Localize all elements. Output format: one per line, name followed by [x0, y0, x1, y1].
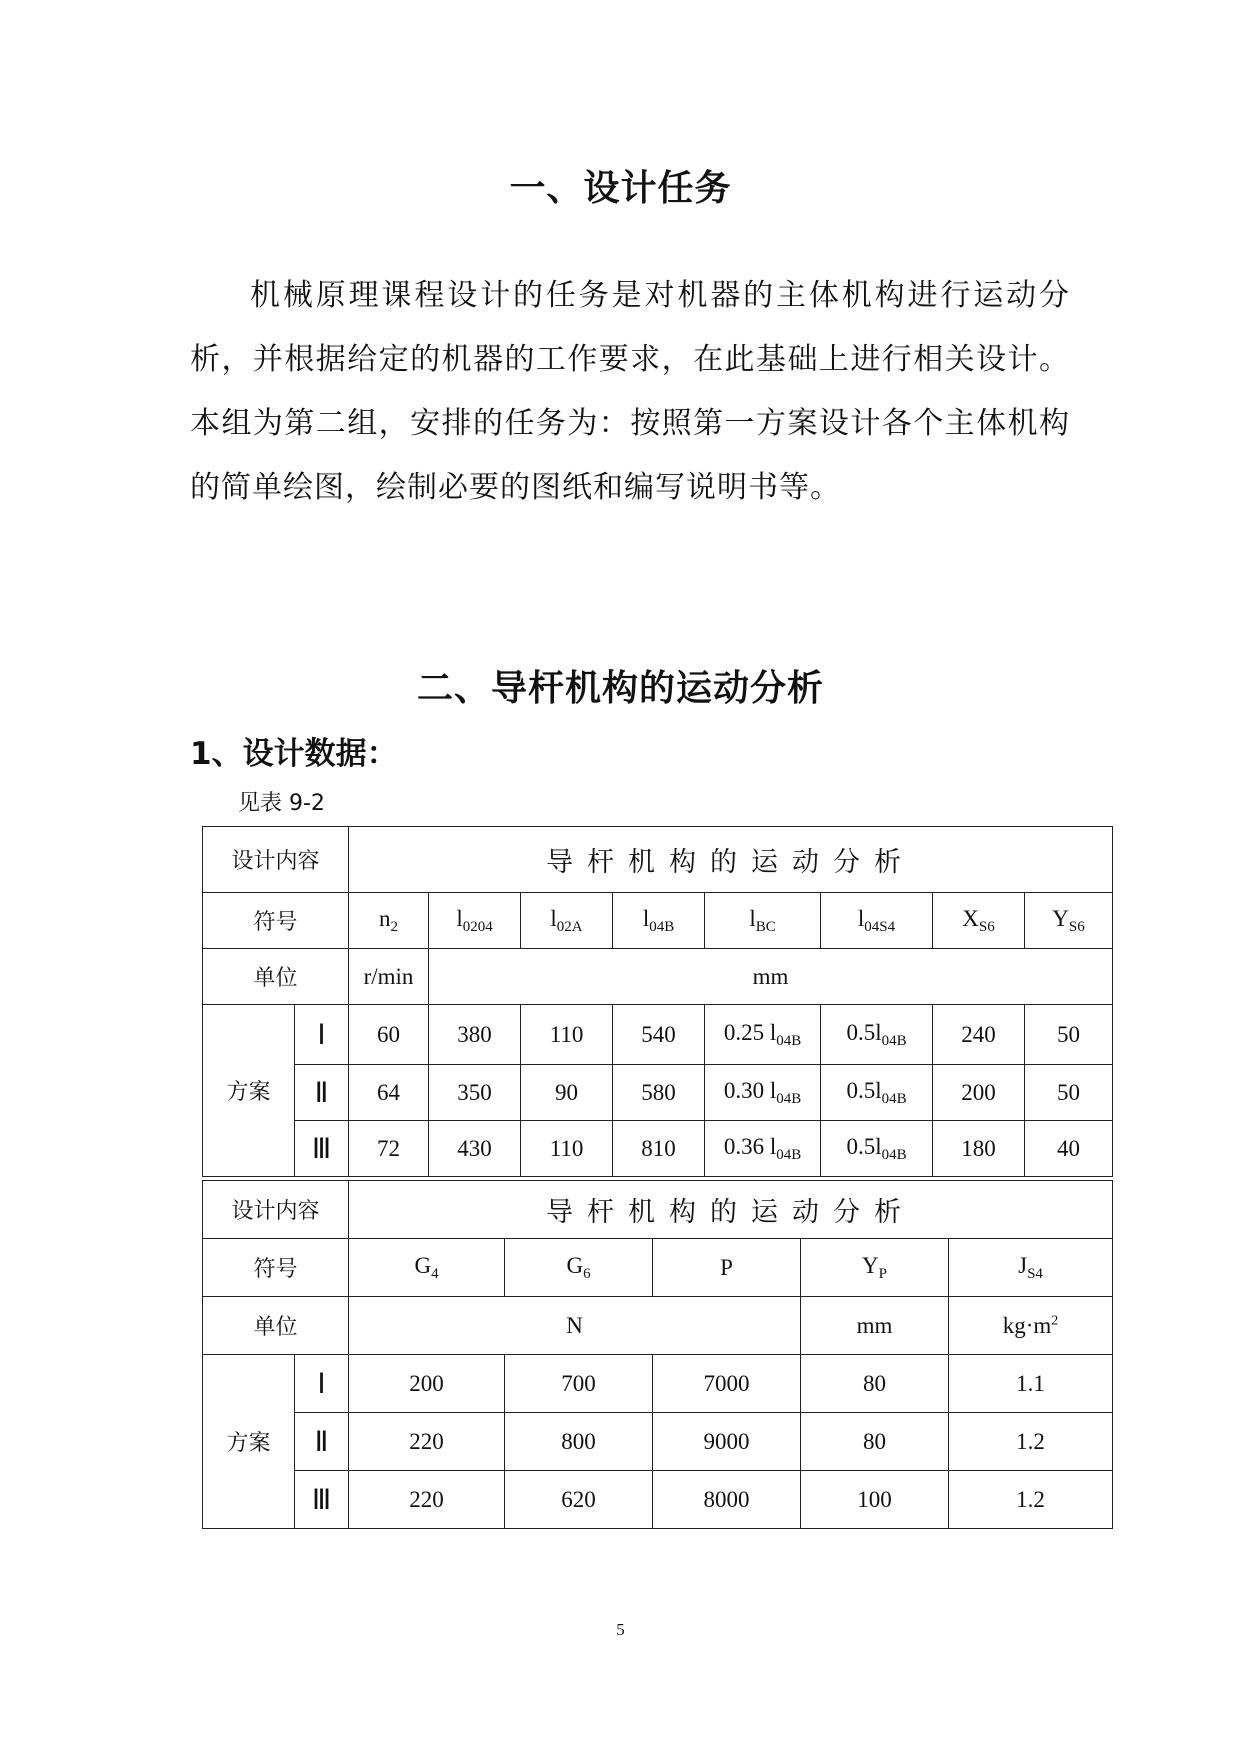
section-title-design-task: 一、设计任务 [509, 168, 732, 209]
unit-mm: mm [801, 1297, 949, 1355]
table-cell: 240 [933, 1005, 1025, 1065]
section-title-kinematic-analysis: 二、导杆机构的运动分析 [416, 668, 824, 709]
symbol-lbc: $l_{BC}$ [705, 893, 821, 949]
scheme-roman: Ⅱ [295, 1065, 349, 1121]
table-cell: 380 [429, 1005, 521, 1065]
scheme-label: 方案 [203, 1355, 295, 1529]
table-cell: 800 [505, 1413, 653, 1471]
symbol-p: P [653, 1239, 801, 1297]
symbol-l04b: $l_{04B}$ [613, 893, 705, 949]
symbol-yp: $Y_P$ [801, 1239, 949, 1297]
table-cell: 200 [933, 1065, 1025, 1121]
symbol-xs6: $X_{S6}$ [933, 893, 1025, 949]
unit-rpm: r/min [349, 949, 429, 1005]
scheme-roman: Ⅰ [295, 1005, 349, 1065]
unit-label: 单位 [203, 1297, 349, 1355]
design-content-label: 设计内容 [203, 827, 349, 893]
table-cell: 430 [429, 1121, 521, 1177]
design-content-value: 导杆机构的运动分析 [349, 827, 1113, 893]
symbol-js4: $J_{S4}$ [949, 1239, 1113, 1297]
table-cell: $0.5l_{04B}$ [821, 1121, 933, 1177]
unit-inertia: $kg\cdot m^2$ [949, 1297, 1113, 1355]
table-cell: 7000 [653, 1355, 801, 1413]
design-data-table-2 [202, 1180, 1113, 1529]
design-task-paragraph: 机械原理课程设计的任务是对机器的主体机构进行运动分析，并根据给定的机器的工作要求，在此基础上进行相关设计。本组为第二组，安排的任务为：按照第一方案设计各个主体机构的简单绘图，绘制必要的图纸和编写说明书等。 [190, 278, 1070, 505]
table-cell: 100 [801, 1471, 949, 1529]
unit-mm: mm [429, 949, 1113, 1005]
table-cell: $0.5l_{04B}$ [821, 1005, 933, 1065]
table-cell: 0.25 $l_{04B}$ [705, 1005, 821, 1065]
design-content-label: 设计内容 [203, 1181, 349, 1239]
scheme-roman: Ⅲ [295, 1471, 349, 1529]
table-caption: 见表 9-2 [238, 791, 325, 816]
table-cell: 620 [505, 1471, 653, 1529]
table-cell: 200 [349, 1355, 505, 1413]
symbol-n2: $n_2$ [349, 893, 429, 949]
table-cell: 1.1 [949, 1355, 1113, 1413]
symbol-label: 符号 [203, 1239, 349, 1297]
unit-newton: N [349, 1297, 801, 1355]
table-cell: 350 [429, 1065, 521, 1121]
table-cell: 8000 [653, 1471, 801, 1529]
table-cell: 1.2 [949, 1471, 1113, 1529]
table-cell: 50 [1025, 1005, 1113, 1065]
scheme-label: 方案 [203, 1005, 295, 1177]
table-cell: 220 [349, 1471, 505, 1529]
table-cell: 220 [349, 1413, 505, 1471]
symbol-l0204: $l_{0204}$ [429, 893, 521, 949]
table-cell: 72 [349, 1121, 429, 1177]
page-number: 5 [616, 1620, 625, 1639]
table-cell: 110 [521, 1121, 613, 1177]
design-content-value: 导杆机构的运动分析 [349, 1181, 1113, 1239]
table-cell: 540 [613, 1005, 705, 1065]
table-cell: 0.36 $l_{04B}$ [705, 1121, 821, 1177]
scheme-roman: Ⅰ [295, 1355, 349, 1413]
table-cell: 50 [1025, 1065, 1113, 1121]
table-cell: 60 [349, 1005, 429, 1065]
design-data-table-1 [202, 826, 1113, 1177]
symbol-l04s4: $l_{04S4}$ [821, 893, 933, 949]
scheme-roman: Ⅲ [295, 1121, 349, 1177]
scheme-roman: Ⅱ [295, 1413, 349, 1471]
table-cell: 700 [505, 1355, 653, 1413]
table-cell: 0.30 $l_{04B}$ [705, 1065, 821, 1121]
symbol-l02a: $l_{02A}$ [521, 893, 613, 949]
subsection-title-design-data: 1、设计数据： [190, 736, 398, 772]
table-cell: 80 [801, 1413, 949, 1471]
table-cell: 110 [521, 1005, 613, 1065]
unit-label: 单位 [203, 949, 349, 1005]
symbol-g6: $G_6$ [505, 1239, 653, 1297]
table-cell: 580 [613, 1065, 705, 1121]
symbol-label: 符号 [203, 893, 349, 949]
table-cell: 90 [521, 1065, 613, 1121]
table-cell: 80 [801, 1355, 949, 1413]
table-cell: 64 [349, 1065, 429, 1121]
table-cell: 40 [1025, 1121, 1113, 1177]
symbol-ys6: $Y_{S6}$ [1025, 893, 1113, 949]
table-cell: 1.2 [949, 1413, 1113, 1471]
table-cell: 180 [933, 1121, 1025, 1177]
symbol-g4: $G_4$ [349, 1239, 505, 1297]
table-cell: 9000 [653, 1413, 801, 1471]
table-cell: 810 [613, 1121, 705, 1177]
table-cell: $0.5l_{04B}$ [821, 1065, 933, 1121]
